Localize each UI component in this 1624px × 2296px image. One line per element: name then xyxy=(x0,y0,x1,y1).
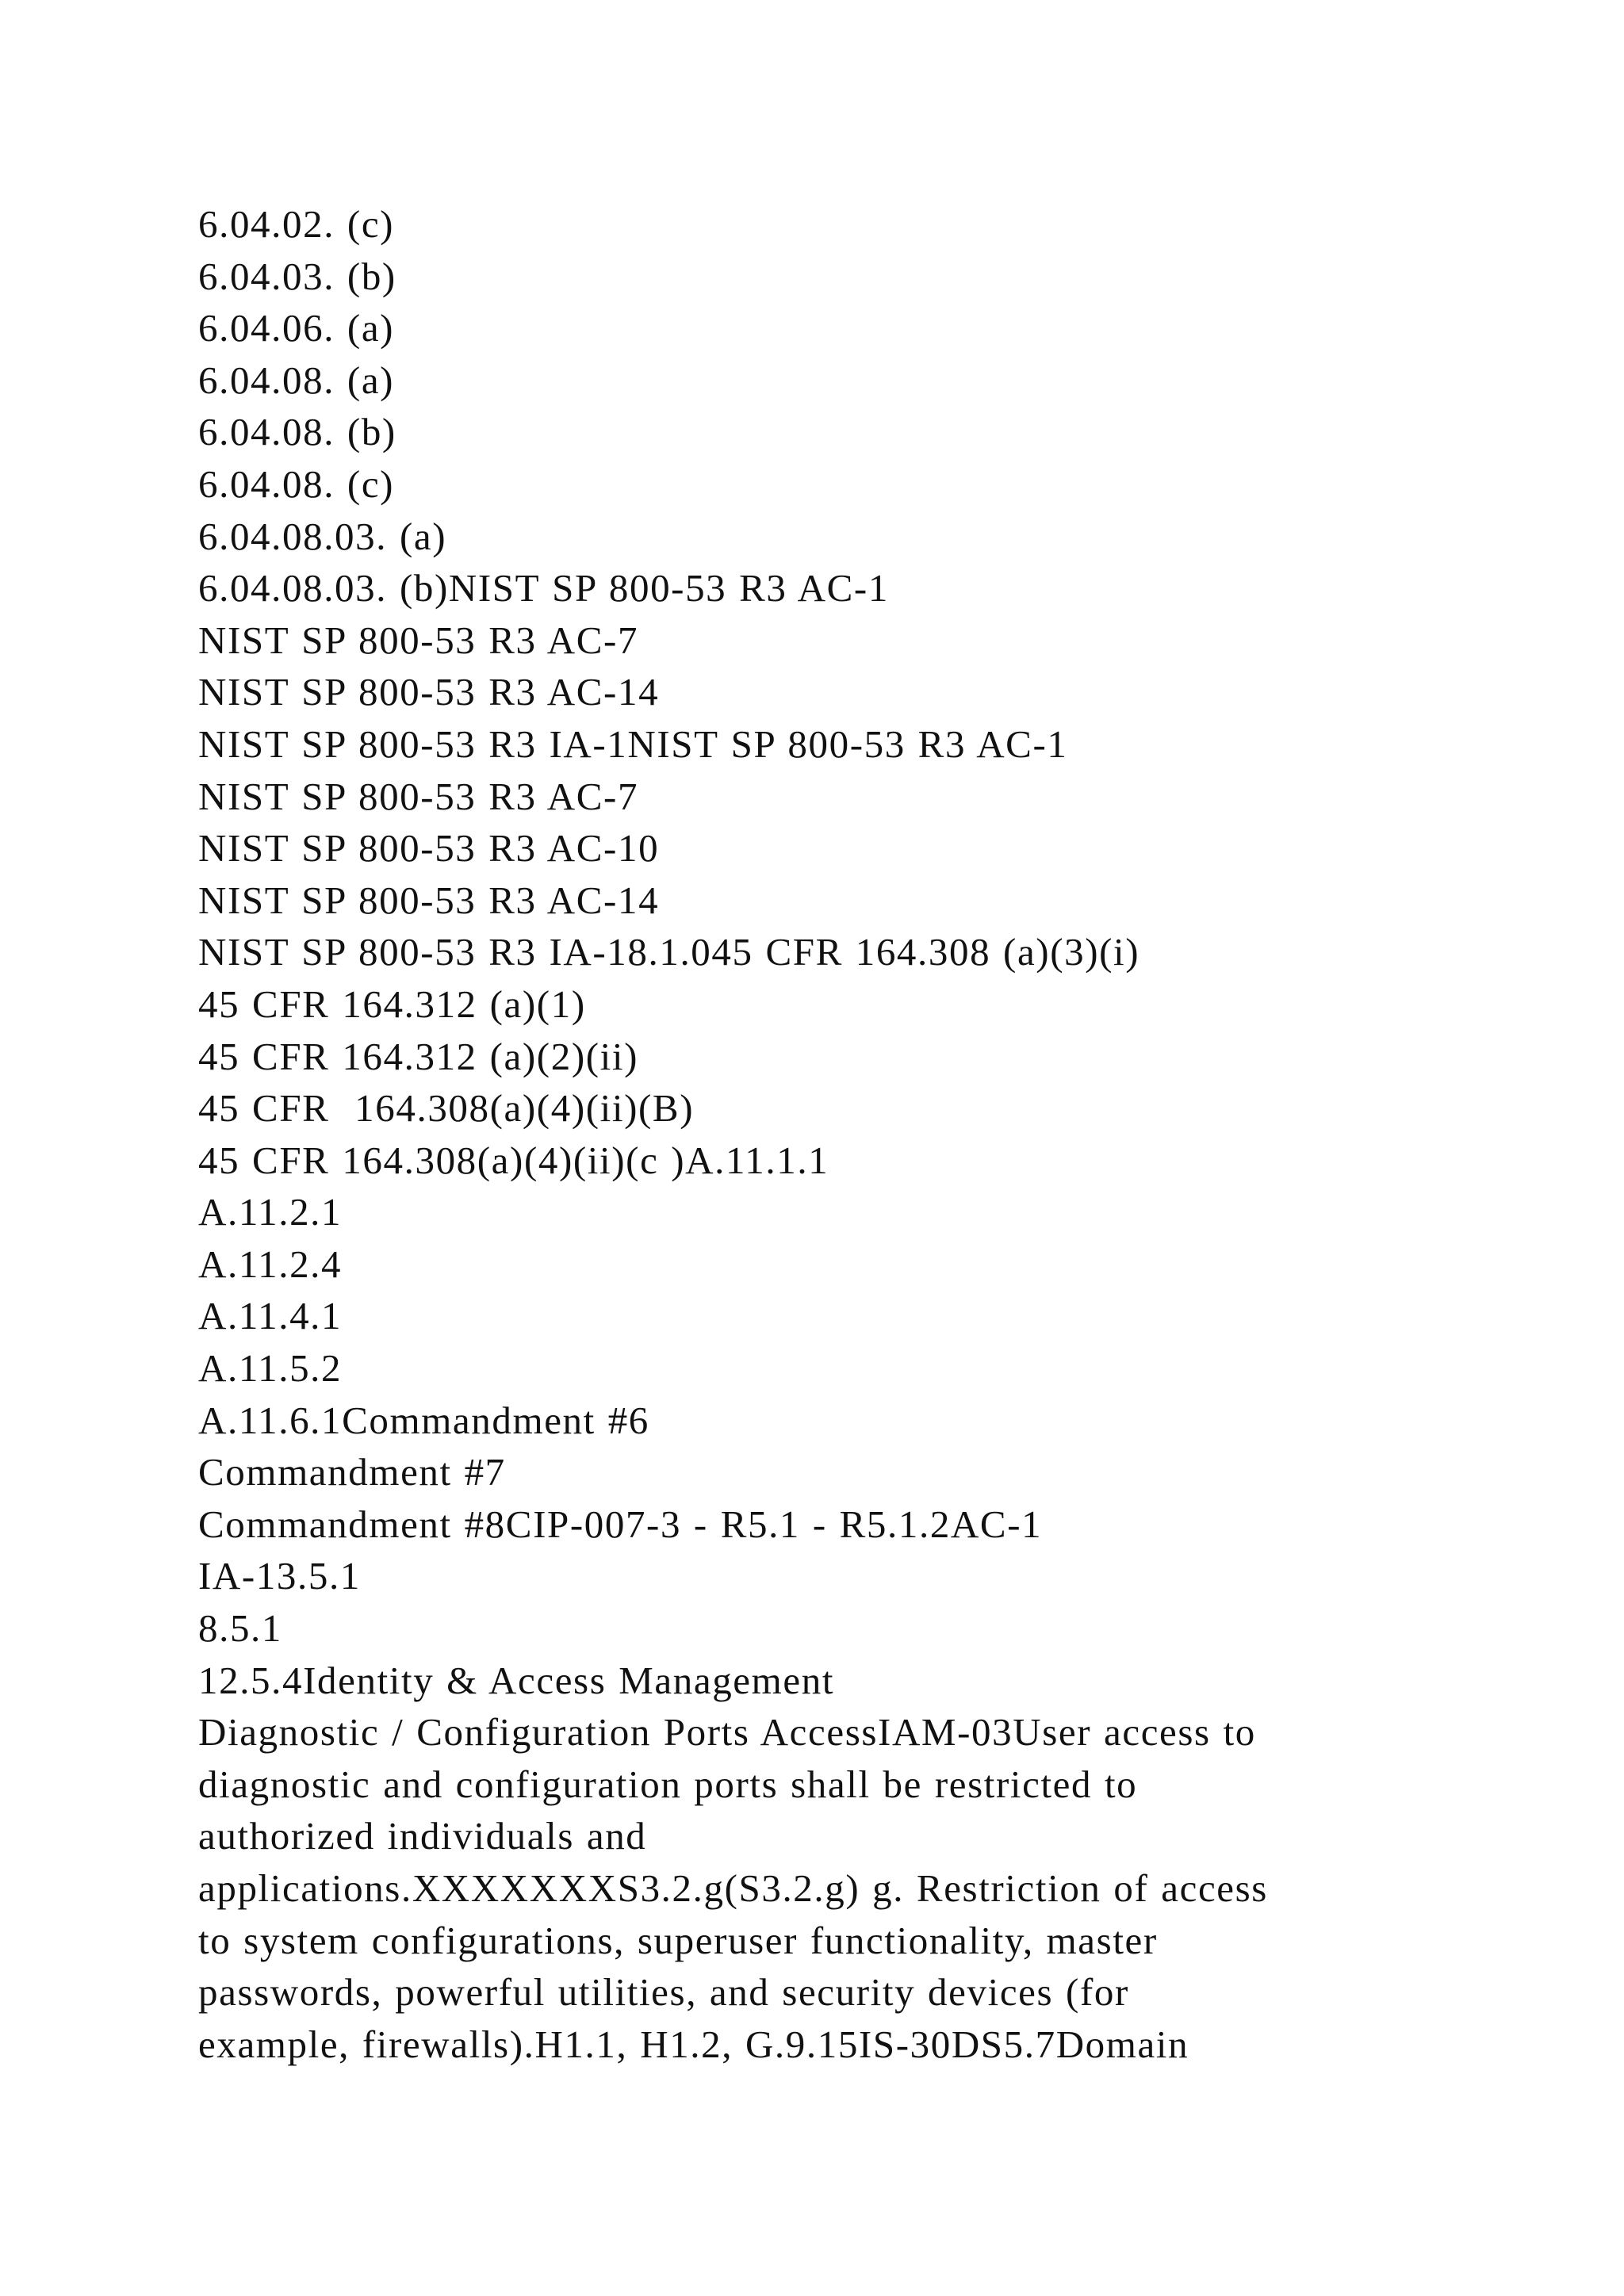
text-line: 45 CFR 164.308(a)(4)(ii)(c )A.11.1.1 xyxy=(198,1138,829,1182)
text-line: NIST SP 800-53 R3 AC-14 xyxy=(198,670,660,714)
text-line: A.11.4.1 xyxy=(198,1294,343,1338)
text-line: 8.5.1 xyxy=(198,1606,282,1651)
text-line: applications.XXXXXXXS3.2.g(S3.2.g) g. Restriction of access xyxy=(198,1866,1268,1910)
text-line: NIST SP 800-53 R3 AC-14 xyxy=(198,878,660,922)
text-line: 45 CFR 164.312 (a)(2)(ii) xyxy=(198,1034,638,1078)
text-line: passwords, powerful utilities, and security devices (for xyxy=(198,1970,1129,2015)
document-text-block xyxy=(198,198,1435,2070)
text-line: IA-13.5.1 xyxy=(198,1554,361,1598)
text-line: Commandment #8CIP-007-3 - R5.1 - R5.1.2AC-1 xyxy=(198,1502,1043,1546)
text-line: Diagnostic / Configuration Ports AccessIAM-03User access to xyxy=(198,1710,1256,1755)
text-line: Commandment #7 xyxy=(198,1450,506,1494)
text-line: NIST SP 800-53 R3 IA-1NIST SP 800-53 R3 AC-1 xyxy=(198,721,1068,766)
text-line: diagnostic and configuration ports shall be restricted to xyxy=(198,1762,1138,1806)
text-line: 45 CFR 164.308(a)(4)(ii)(B) xyxy=(198,1086,695,1131)
text-line: 6.04.03. (b) xyxy=(198,254,396,298)
text-line: 6.04.06. (a) xyxy=(198,306,395,350)
text-line: 6.04.08.03. (a) xyxy=(198,514,447,558)
text-line: authorized individuals and xyxy=(198,1814,647,1858)
text-line: NIST SP 800-53 R3 IA-18.1.045 CFR 164.308 (a)(3)(i) xyxy=(198,930,1140,974)
text-line: A.11.5.2 xyxy=(198,1346,343,1391)
text-line: 6.04.02. (c) xyxy=(198,202,395,246)
text-line: 6.04.08. (a) xyxy=(198,358,395,402)
text-line: 12.5.4Identity & Access Management xyxy=(198,1658,835,1702)
text-line: 45 CFR 164.312 (a)(1) xyxy=(198,982,586,1026)
text-line: example, firewalls).H1.1, H1.2, G.9.15IS-30DS5.7Domain xyxy=(198,2022,1189,2066)
text-line: A.11.2.1 xyxy=(198,1190,343,1234)
text-line: A.11.6.1Commandment #6 xyxy=(198,1398,649,1442)
text-line: 6.04.08. (c) xyxy=(198,461,395,506)
text-line: 6.04.08.03. (b)NIST SP 800-53 R3 AC-1 xyxy=(198,566,889,610)
text-line: NIST SP 800-53 R3 AC-7 xyxy=(198,774,639,818)
text-line: 6.04.08. (b) xyxy=(198,410,396,454)
text-line: to system configurations, superuser functionality, master xyxy=(198,1918,1158,1962)
text-line: A.11.2.4 xyxy=(198,1242,343,1286)
text-line: NIST SP 800-53 R3 AC-7 xyxy=(198,618,639,662)
text-line: NIST SP 800-53 R3 AC-10 xyxy=(198,826,660,871)
